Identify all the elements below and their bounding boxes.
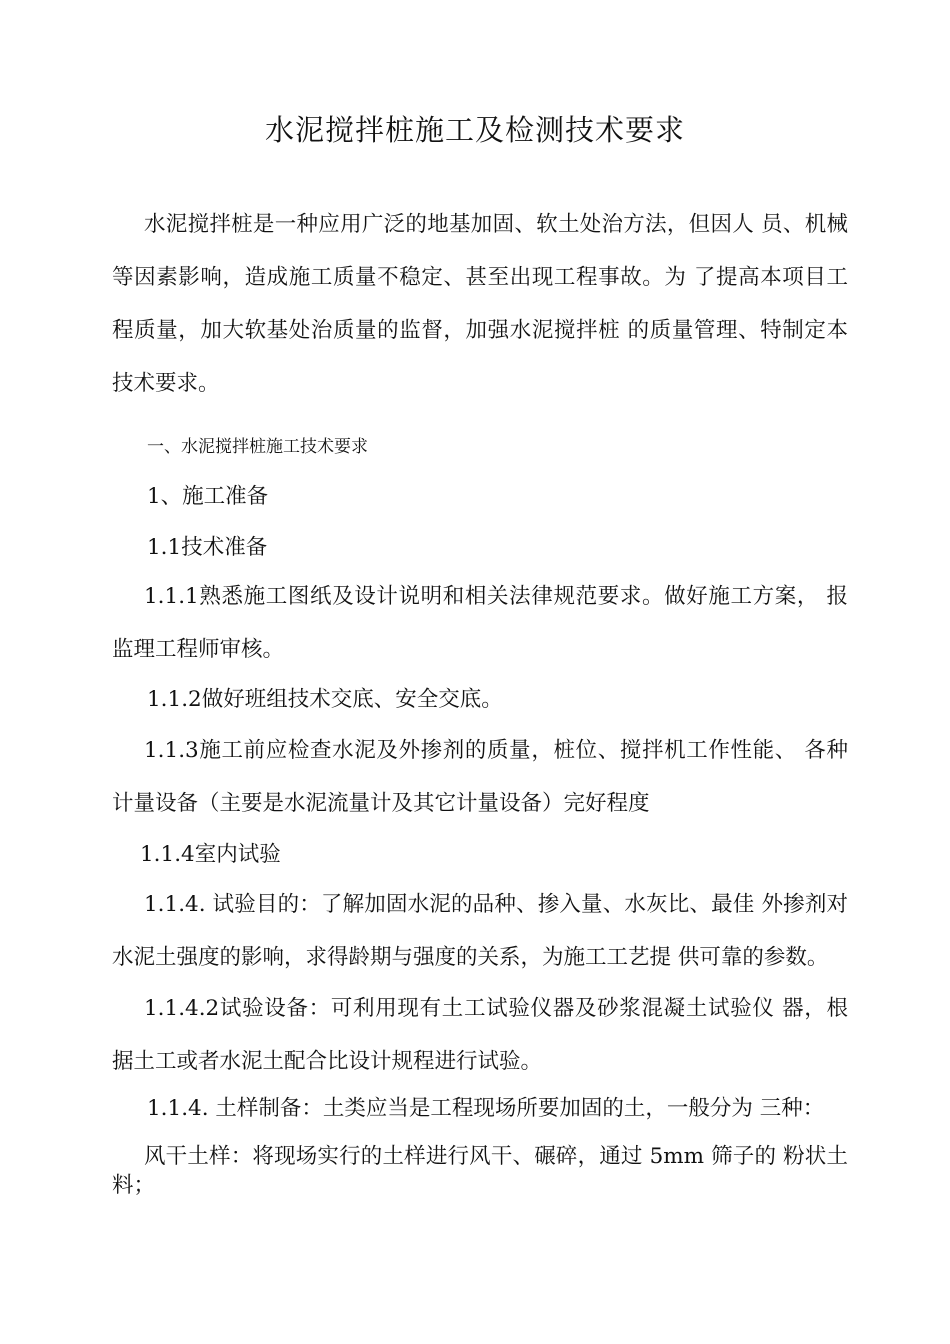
paragraph-air-dry-sample: 风干土样：将现场实行的土样进行风干、碾碎，通过 5mm 筛子的 粉状土料； (112, 1144, 848, 1198)
document-title: 水泥搅拌桩施工及检测技术要求 (264, 113, 685, 147)
paragraph-test-equipment: 1.1.4.2试验设备：可利用现有土工试验仪器及砂浆混凝土试验仪 器，根据土工或者水泥土配合比设计规程进行试验。 (112, 996, 848, 1074)
paragraph-1-1-2: 1.1.2做好班组技术交底、安全交底。 (147, 687, 503, 712)
heading-lab-test: 1.1.4室内试验 (140, 842, 281, 867)
heading-technical-prep: 1.1技术准备 (147, 535, 268, 560)
paragraph-test-purpose: 1.1.4. 试验目的：了解加固水泥的品种、掺入量、水灰比、最佳 外掺剂对水泥土强度的影响，求得龄期与强度的关系，为施工工艺提 供可靠的参数。 (112, 892, 848, 970)
heading-construction-prep: 1、施工准备 (147, 484, 269, 509)
section-heading-1: 一、水泥搅拌桩施工技术要求 (147, 437, 368, 457)
paragraph-soil-sample-prep: 1.1.4. 土样制备：土类应当是工程现场所要加固的土，一般分为 三种： (147, 1096, 825, 1121)
paragraph-1-1-3: 1.1.3施工前应检查水泥及外掺剂的质量，桩位、搅拌机工作性能、 各种计量设备（主要是水泥流量计及其它计量设备）完好程度 (112, 738, 848, 816)
paragraph-1-1-1: 1.1.1熟悉施工图纸及设计说明和相关法律规范要求。做好施工方案， 报监理工程师审核。 (112, 584, 848, 662)
intro-paragraph: 水泥搅拌桩是一种应用广泛的地基加固、软土处治方法，但因人 员、机械等因素影响，造成施工质量不稳定、甚至出现工程事故。为 了提高本项目工程质量，加大软基处治质量的监督，加强水泥搅拌桩 的质量管理、特制定本技术要求。 (112, 212, 848, 396)
